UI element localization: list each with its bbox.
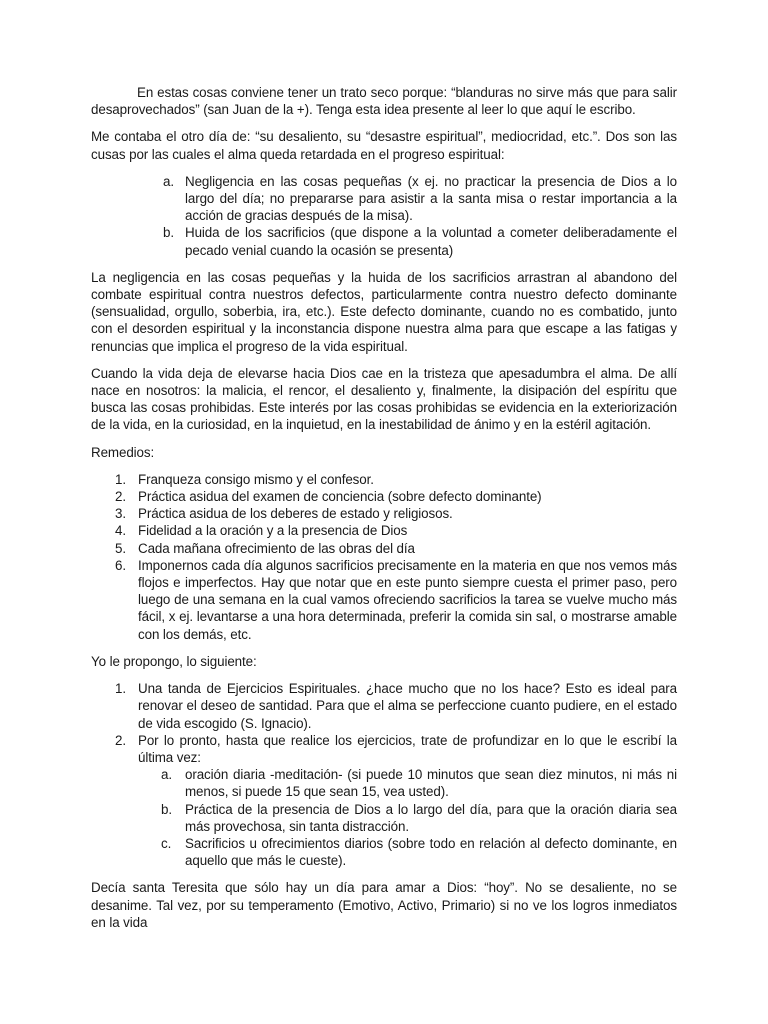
list-marker: 3.: [115, 506, 126, 522]
list-item-text: Cada mañana ofrecimiento de las obras del día: [138, 540, 415, 556]
list-item-text: Fidelidad a la oración y a la presencia de Dios: [138, 523, 408, 539]
intro-paragraph: En estas cosas conviene tener un trato seco porque: “blanduras no sirve más que para salir desaprovechados” (san Juan de la +). Tenga esta idea presente al leer lo que aquí le escribo.: [91, 85, 677, 118]
list-item-text: Una tanda de Ejercicios Espirituales. ¿hace mucho que no los hace? Esto es ideal para renovar el deseo de santidad. Para que el alma se perfeccione cuanto pudiere, en el estado de vida escogido (S. Ignacio).: [138, 681, 677, 731]
list-item-text: Franqueza consigo mismo y el confesor.: [138, 471, 374, 487]
negligencia-paragraph: La negligencia en las cosas pequeñas y la huida de los sacrificios arrastran al abandono del combate espiritual contra nuestros defectos, particularmente contra nuestro defecto dominante (sensualidad, orgullo, soberbia, ira, etc.). Este defecto dominante, cuando no es combatido, junto con el desorden espiritual y la inconstancia dispone nuestra alma para que escape a las fatigas y renuncias que implica el progreso de la vida espiritual.: [91, 269, 677, 354]
list-marker: b.: [163, 225, 174, 241]
teresita-paragraph: Decía santa Teresita que sólo hay un día para amar a Dios: “hoy”. No se desaliente, no se desanime. Tal vez, por su temperamento (Emotivo, Activo, Primario) si no ve los logros inmediatos en la vida: [91, 880, 677, 930]
list-marker: b.: [161, 801, 172, 817]
list-item-text: Huida de los sacrificios (que dispone a la voluntad a cometer deliberadamente el pecado venial cuando la ocasión se presenta): [185, 225, 677, 258]
list-marker: a.: [161, 767, 172, 783]
list-item-text: Imponernos cada día algunos sacrificios precisamente en la materia en que nos vemos más flojos e imperfectos. Hay que notar que en este punto siempre cuesta el primer paso, pero luego de una semana en la cual vamos ofreciendo sacrificios la tarea se vuelve mucho más fácil, x ej. levantarse a una hora determinada, preferir la comida sin sal, o mostrarse amable con los demás, etc.: [138, 557, 677, 642]
list-item-text: Práctica de la presencia de Dios a lo largo del día, para que la oración diaria sea más provechosa, sin tanta distracción.: [185, 801, 677, 834]
desaliento-paragraph: Me contaba el otro día de: “su desaliento, su “desastre espiritual”, mediocridad, etc.”. Dos son las cusas por las cuales el alma queda retardada en el progreso espiritual:: [91, 129, 677, 162]
list-item: [91, 224, 677, 258]
sub-list: [138, 766, 677, 869]
sub-list-item: [138, 835, 677, 869]
tristeza-paragraph: Cuando la vida deja de elevarse hacia Dios cae en la tristeza que apesadumbra el alma. De allí nace en nosotros: la malicia, el rencor, el desaliento y, finalmente, la disipación del espíritu que busca las cosas prohibidas. Este interés por las cosas prohibidas se evidencia en la exteriorización de la vida, en la curiosidad, en la inquietud, en la inestabilidad de ánimo y en la estéril agitación.: [91, 365, 677, 433]
list-marker: 4.: [115, 523, 126, 539]
list-marker: 1.: [115, 471, 126, 487]
sub-list-item: [138, 766, 677, 800]
list-item: [91, 680, 677, 732]
remedios-list: [91, 471, 677, 643]
list-item: [91, 732, 677, 870]
list-item-text: Por lo pronto, hasta que realice los ejercicios, trate de profundizar en lo que le escribí la última vez:: [138, 732, 677, 765]
list-item: [91, 173, 677, 225]
propuestas-list: [91, 680, 677, 869]
remedios-heading: Remedios:: [91, 444, 155, 460]
list-item-text: oración diaria -meditación- (si puede 10 minutos que sean diez minutos, ni más ni menos, si puede 15 que sean 15, vea usted).: [185, 767, 677, 800]
propongo-paragraph: Yo le propongo, lo siguiente:: [91, 653, 257, 669]
list-marker: 5.: [115, 540, 126, 556]
list-marker: 2.: [115, 489, 126, 505]
list-item: [91, 505, 677, 522]
causes-list: [91, 173, 677, 259]
list-marker: 6.: [115, 557, 126, 573]
list-item: [91, 471, 677, 488]
list-item: [91, 540, 677, 557]
list-item: [91, 488, 677, 505]
list-marker: 1.: [115, 681, 126, 697]
list-marker: a.: [163, 173, 174, 189]
list-item-text: Negligencia en las cosas pequeñas (x ej. no practicar la presencia de Dios a lo largo del día; no prepararse para asistir a la santa misa o restar importancia a la acción de gracias después de la misa).: [185, 173, 677, 224]
list-item: [91, 522, 677, 539]
list-item-body: [138, 732, 677, 870]
list-marker: 2.: [115, 732, 126, 748]
sub-list-item: [138, 801, 677, 835]
list-item: [91, 557, 677, 643]
list-marker: c.: [161, 835, 172, 851]
list-item-text: Práctica asidua de los deberes de estado y religiosos.: [138, 506, 453, 522]
list-item-text: Sacrificios u ofrecimientos diarios (sobre todo en relación al defecto dominante, en aquello que más le cueste).: [185, 835, 677, 869]
list-item-text: Práctica asidua del examen de conciencia (sobre defecto dominante): [138, 489, 542, 505]
